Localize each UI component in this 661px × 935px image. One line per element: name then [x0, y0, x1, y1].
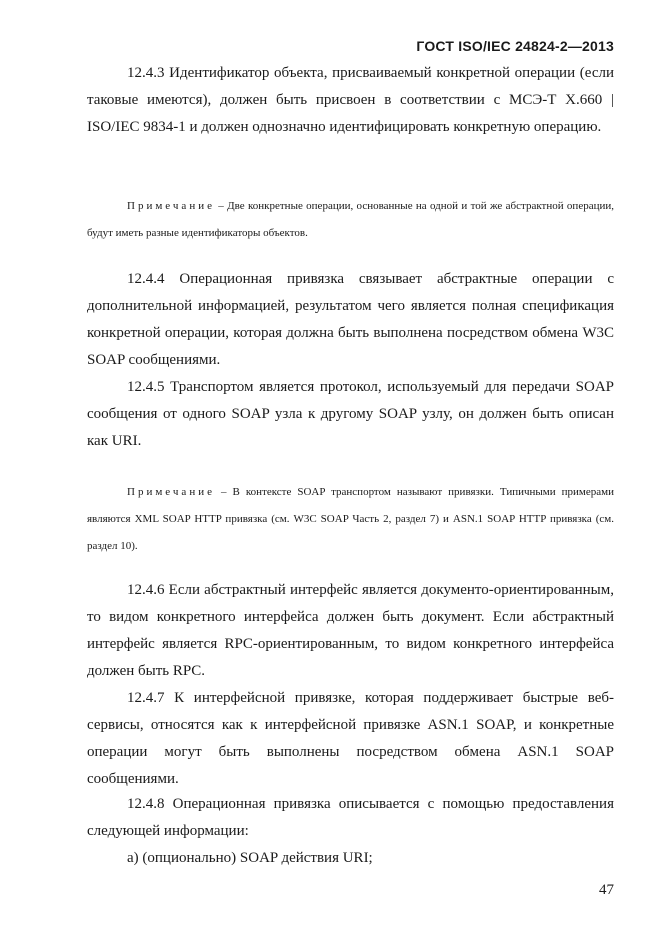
page-number: 47 — [599, 882, 614, 898]
note-2-label: Примечание — [127, 486, 215, 498]
paragraph-12-4-4: 12.4.4 Операционная привязка связывает абстрактные операции с дополнительной информацией, результатом чего является полная спецификация конкретной операции, которая должна быть выполнена посредством обмена W3C SOAP сообщениями. — [87, 271, 614, 368]
note-1 — [87, 193, 614, 247]
note-1-text: – Две конкретные операции, основанные на одной и той же абстрактной операции, будут иметь разные идентификаторы объектов. — [87, 200, 614, 239]
note-1-label: Примечание — [127, 200, 215, 212]
paragraph-12-4-8: 12.4.8 Операционная привязка описывается с помощью предоставления следующей информации: — [87, 796, 614, 839]
note-2 — [87, 479, 614, 560]
note-2-text: – В контексте SOAP транспортом называют привязки. Типичными примерами являются XML SOAP HTTP привязка (см. W3C SOAP Часть 2, раздел 7) и ASN.1 SOAP HTTP привязка (см. раздел 10). — [87, 486, 614, 552]
paragraph-12-4-5: 12.4.5 Транспортом является протокол, используемый для передачи SOAP сообщения от одного SOAP узла к другому SOAP узлу, он должен быть описан как URI. — [87, 379, 614, 449]
paragraph-12-4-3: 12.4.3 Идентификатор объекта, присваиваемый конкретной операции (если таковые имеются), должен быть присвоен в соответствии с МСЭ-Т X.660 | ISO/IEC 9834-1 и должен однозначно идентифицировать конкретную операцию. — [87, 65, 614, 135]
document-code-header: ГОСТ ISO/IEC 24824-2—2013 — [416, 38, 614, 54]
paragraph-12-4-7: 12.4.7 К интерфейсной привязке, которая поддерживает быстрые веб-сервисы, относятся как к интерфейсной привязке ASN.1 SOAP, и конкретные операции могут быть выполнены посредством обмена ASN.1 SOAP сообщениями. — [87, 690, 614, 787]
paragraph-12-4-6: 12.4.6 Если абстрактный интерфейс является документо-ориентированным, то видом конкретного интерфейса должен быть документ. Если абстрактный интерфейс является RPC-ориентированным, то видом конкретного интерфейса должен быть RPC. — [87, 582, 614, 679]
list-item-a: а) (опционально) SOAP действия URI; — [127, 850, 373, 866]
